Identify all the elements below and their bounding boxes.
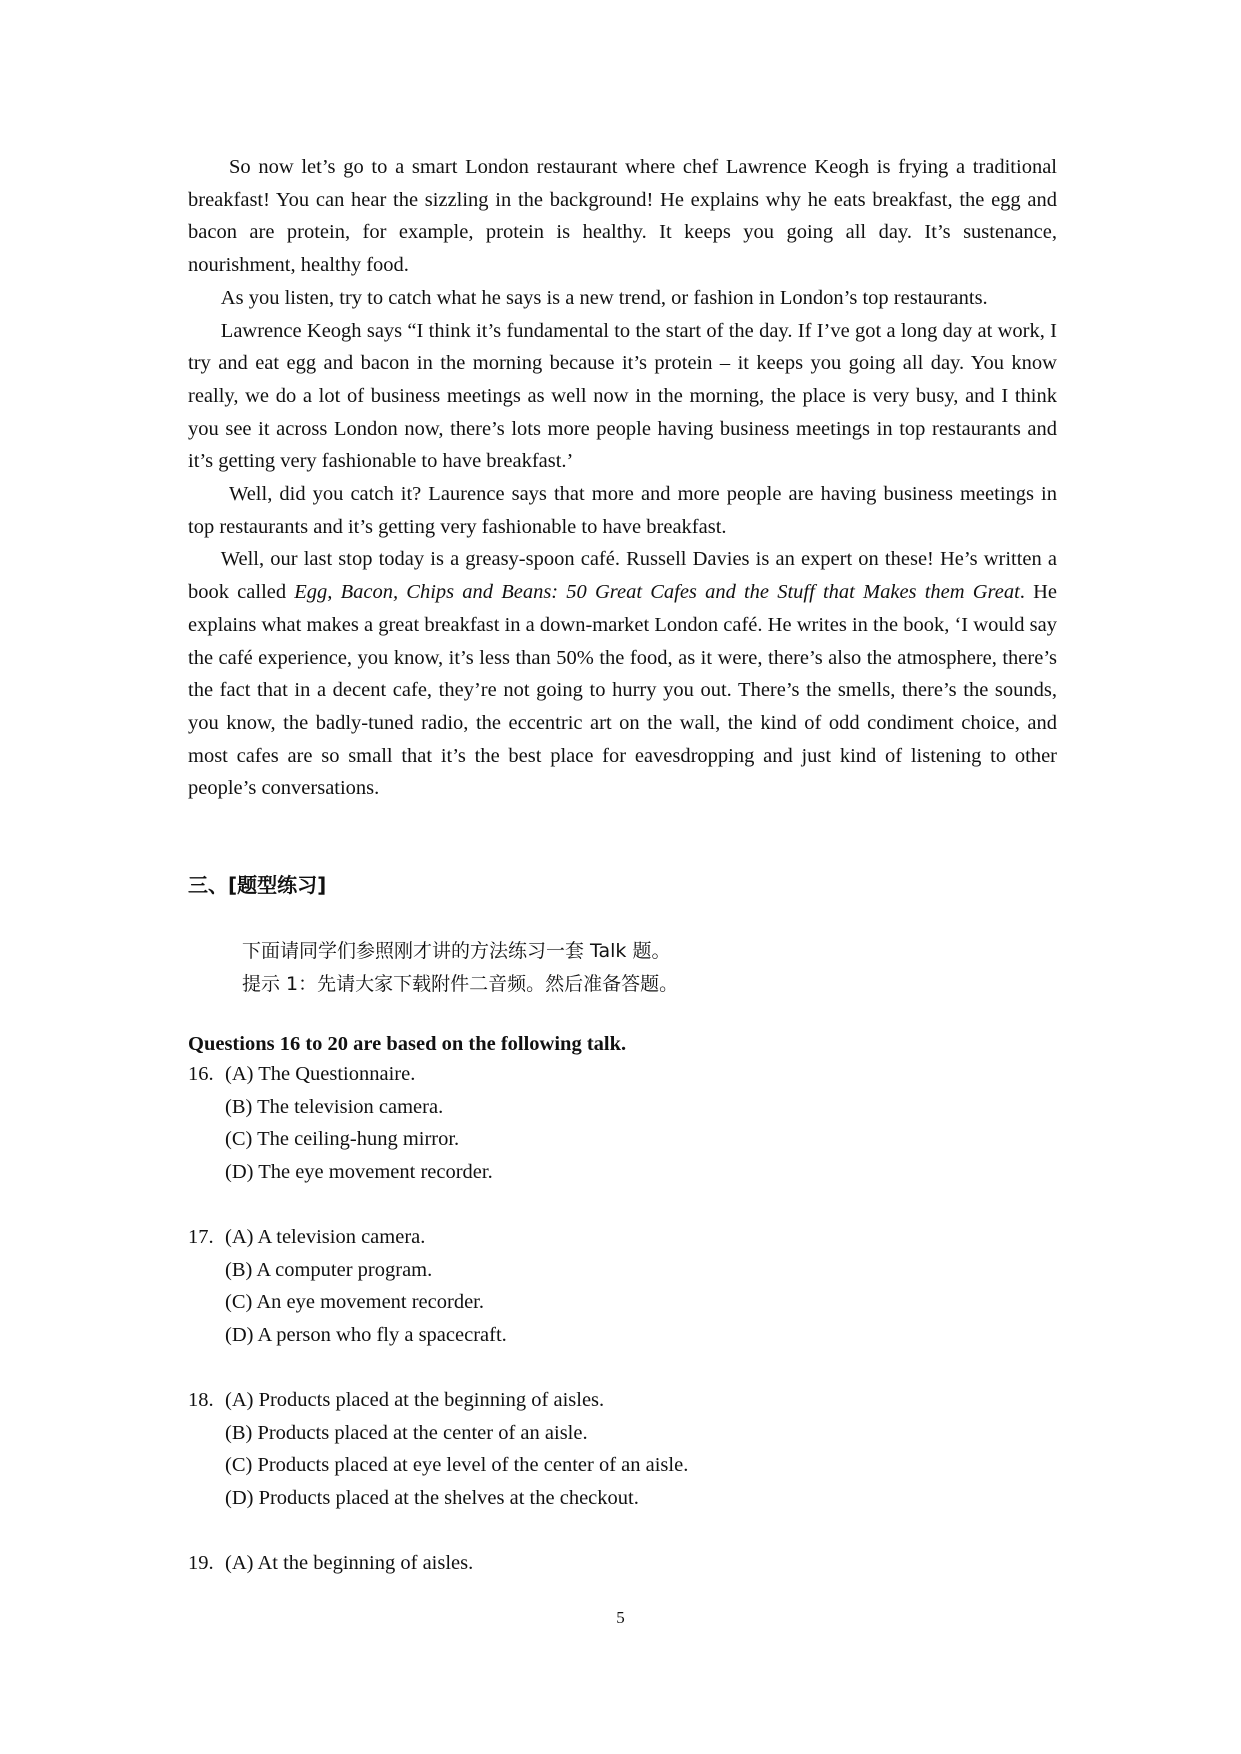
answer-option: (A) Products placed at the beginning of aisles. [225,1389,605,1411]
answer-option: (D) The eye movement recorder. [225,1161,493,1184]
questions-title: Questions 16 to 20 are based on the following talk. [188,1033,627,1055]
paragraph-text: . He explains what makes a great breakfast in a down-market London café. He writes in the book, ‘I would say the café experience, you know, it’s less than 50% the food, as it were, there’s also the atmosphere, there’s the fact that in a decent cafe, they’re not going to hurry you out. There’s the smells, there’s the sounds, you know, the badly-tuned radio, the eccentric art on the wall, the kind of odd condiment choice, and most cafes are so small that it’s the best place for eavesdropping and just kind of listening to other people’s conversations. [188,581,1057,800]
answer-option: (C) An eye movement recorder. [225,1291,485,1314]
answer-option: (B) The television camera. [225,1095,444,1118]
transcript-paragraph: As you listen, try to catch what he says is a new trend, or fashion in London’s top restaurants. [220,286,988,309]
answer-option: (C) Products placed at eye level of the center of an aisle. [225,1454,689,1477]
question-number: 18. [188,1389,214,1411]
answer-option: (D) Products placed at the shelves at the checkout. [225,1487,639,1510]
answer-option: (C) The ceiling-hung mirror. [225,1128,460,1151]
instructions [242,935,678,1001]
instruction-line: 提示 1：先请大家下载附件二音频。然后准备答题。 [242,973,679,995]
answer-option: (B) Products placed at the center of an aisle. [225,1421,588,1444]
question-number: 19. [188,1552,214,1574]
answer-option: (A) At the beginning of aisles. [225,1552,474,1574]
answer-option: (A) The Questionnaire. [225,1063,416,1085]
transcript-paragraph: Lawrence Keogh says “I think it’s fundamental to the start of the day. If I’ve got a long day at work, I try and eat egg and bacon in the morning because it’s protein – it keeps you going all day. You know really, we do a lot of business meetings as well now in the morning, the place is very busy, and I think you see it across London now, there’s lots more people having business meetings in top restaurants and it’s getting very fashionable to have breakfast.’ [188,319,1057,473]
book-title: Egg, Bacon, Chips and Beans: 50 Great Cafes and the Stuff that Makes them Great [294,581,1020,604]
question-number: 16. [188,1063,214,1085]
transcript-paragraph: So now let’s go to a smart London restaurant where chef Lawrence Keogh is frying a traditional breakfast! You can hear the sizzling in the background! He explains why he eats breakfast, the egg and bacon are protein, for example, protein is healthy. It keeps you going all day. It’s sustenance, nourishment, healthy food. [188,156,1057,277]
answer-option: (A) A television camera. [225,1226,426,1248]
transcript-paragraph-last [188,543,1057,805]
answer-option: (D) A person who fly a spacecraft. [225,1324,507,1347]
transcript-body [188,151,1057,805]
transcript-paragraph: Well, did you catch it? Laurence says that more and more people are having business meetings in top restaurants and it’s getting very fashionable to have breakfast. [188,483,1057,538]
instruction-line: 下面请同学们参照刚才讲的方法练习一套 Talk 题。 [242,940,671,962]
question-number: 17. [188,1226,214,1248]
section-heading: 三、[题型练习] [188,873,327,897]
page-number: 5 [616,1608,625,1627]
answer-option: (B) A computer program. [225,1258,433,1281]
paragraph-text: Well, our last stop today is a greasy-spoon café. Russell Davies is an expert on these! He’s written a book called [188,548,1057,604]
